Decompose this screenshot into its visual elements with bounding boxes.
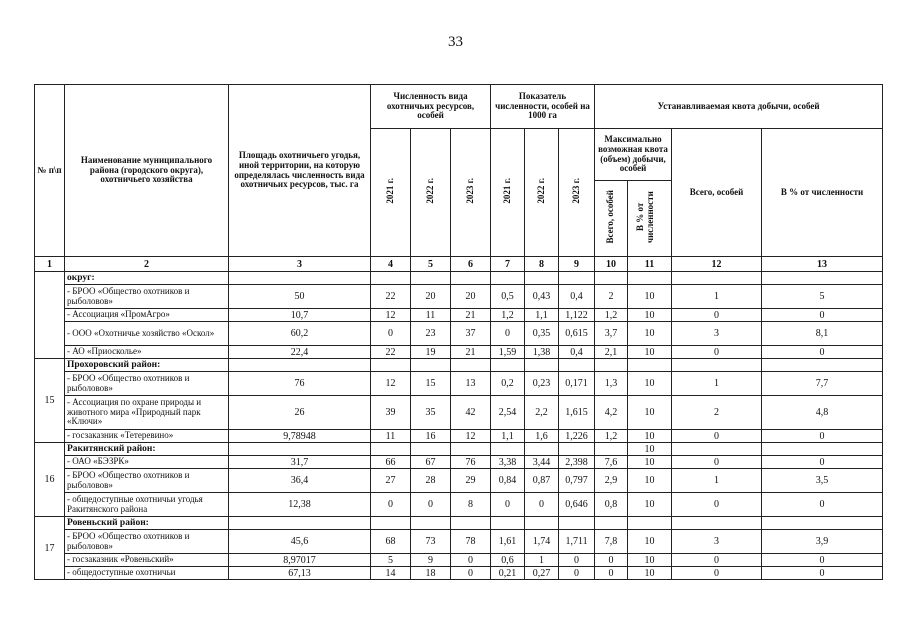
region-row — [35, 517, 883, 530]
table-cell — [371, 359, 411, 372]
farm-name: - госзаказник «Тетеревино» — [65, 430, 229, 443]
farm-name: - Ассоциация по охране природы и животного мира «Природный парк «Ключи» — [65, 396, 229, 430]
table-cell: 0,797 — [559, 469, 595, 493]
table-cell: 66 — [371, 456, 411, 469]
table-cell: 0 — [672, 567, 762, 580]
table-cell: 0,87 — [525, 469, 559, 493]
table-row — [35, 493, 883, 517]
table-cell: 10 — [628, 530, 672, 554]
table-cell — [525, 359, 559, 372]
table-cell: 0 — [762, 567, 883, 580]
farm-name: - БРОО «Общество охотников и рыболовов» — [65, 372, 229, 396]
table-cell: 10 — [628, 396, 672, 430]
table-cell: 10,7 — [229, 309, 371, 322]
table-cell — [559, 359, 595, 372]
table-cell — [411, 272, 451, 285]
table-cell: 9 — [411, 554, 451, 567]
table-cell: 22 — [371, 346, 411, 359]
table-cell — [672, 517, 762, 530]
table-cell: 1,6 — [525, 430, 559, 443]
table-cell: 0 — [762, 554, 883, 567]
table-cell — [411, 517, 451, 530]
column-index-cell: 3 — [229, 257, 371, 272]
table-cell: 1 — [672, 469, 762, 493]
table-cell — [491, 272, 525, 285]
table-cell: 3,44 — [525, 456, 559, 469]
table-cell — [371, 443, 411, 456]
table-cell: 19 — [411, 346, 451, 359]
table-cell: 0,27 — [525, 567, 559, 580]
table-cell: 5 — [762, 285, 883, 309]
table-row — [35, 469, 883, 493]
table-cell — [229, 272, 371, 285]
column-index-cell: 8 — [525, 257, 559, 272]
farm-name: - Ассоциация «ПромАгро» — [65, 309, 229, 322]
table-cell: 0 — [595, 567, 628, 580]
table-cell: 0 — [762, 430, 883, 443]
table-cell — [595, 443, 628, 456]
table-cell: 1,122 — [559, 309, 595, 322]
column-index-cell: 13 — [762, 257, 883, 272]
header-max-total: Всего, особей — [595, 181, 628, 257]
header-pop-2021: 2021 г. — [371, 129, 411, 257]
header-den-2021: 2021 г. — [491, 129, 525, 257]
table-cell: 0 — [451, 567, 491, 580]
column-index-cell: 1 — [35, 257, 65, 272]
header-area: Площадь охотничьего угодья, иной территории, на которую определялась численность вида охотничьих ресурсов, тыс. га — [229, 85, 371, 257]
table-cell: 10 — [628, 430, 672, 443]
table-row — [35, 285, 883, 309]
table-cell: 0 — [491, 493, 525, 517]
table-cell: 1,61 — [491, 530, 525, 554]
table-cell — [371, 517, 411, 530]
table-row — [35, 346, 883, 359]
quota-table — [34, 84, 883, 580]
table-cell: 0 — [762, 493, 883, 517]
table-cell: 1 — [672, 285, 762, 309]
table-cell: 26 — [229, 396, 371, 430]
region-row — [35, 443, 883, 456]
table-cell: 67 — [411, 456, 451, 469]
table-cell — [491, 443, 525, 456]
table-cell — [411, 359, 451, 372]
column-index-cell: 4 — [371, 257, 411, 272]
table-cell: 1,59 — [491, 346, 525, 359]
table-cell: 2,398 — [559, 456, 595, 469]
table-row — [35, 430, 883, 443]
header-pop-2023: 2023 г. — [451, 129, 491, 257]
table-cell: 3,38 — [491, 456, 525, 469]
table-cell: 0,5 — [491, 285, 525, 309]
table-cell: 21 — [451, 346, 491, 359]
table-cell: 1 — [525, 554, 559, 567]
table-cell: 0 — [672, 309, 762, 322]
table-cell: 50 — [229, 285, 371, 309]
table-cell: 10 — [628, 309, 672, 322]
farm-name: - БРОО «Общество охотников и рыболовов» — [65, 530, 229, 554]
header-density: Показатель численности, особей на 1000 га — [491, 85, 595, 129]
header-max-quota: Максимально возможная квота (объем) добычи, особей — [595, 129, 672, 181]
table-cell: 29 — [451, 469, 491, 493]
table-cell — [672, 359, 762, 372]
table-cell: 1,1 — [491, 430, 525, 443]
table-cell: 4,2 — [595, 396, 628, 430]
table-cell: 10 — [628, 469, 672, 493]
table-cell: 3,5 — [762, 469, 883, 493]
table-cell: 0 — [672, 346, 762, 359]
header-pct: В % от численности — [762, 129, 883, 257]
table-cell: 2,9 — [595, 469, 628, 493]
table-row — [35, 372, 883, 396]
table-cell: 21 — [451, 309, 491, 322]
table-cell: 16 — [411, 430, 451, 443]
table-cell — [595, 517, 628, 530]
section-number-cell: 16 — [35, 443, 65, 517]
table-cell: 76 — [229, 372, 371, 396]
table-cell: 0 — [762, 346, 883, 359]
table-cell — [451, 443, 491, 456]
column-index-cell: 5 — [411, 257, 451, 272]
table-row — [35, 456, 883, 469]
farm-name: - АО «Приосколье» — [65, 346, 229, 359]
table-cell: 14 — [371, 567, 411, 580]
table-cell: 42 — [451, 396, 491, 430]
table-cell: 2 — [595, 285, 628, 309]
table-cell: 1,1 — [525, 309, 559, 322]
table-cell — [628, 272, 672, 285]
table-row — [35, 554, 883, 567]
table-cell: 0 — [672, 493, 762, 517]
table-cell: 1 — [672, 372, 762, 396]
table-cell: 0 — [491, 322, 525, 346]
table-row — [35, 567, 883, 580]
table-cell: 28 — [411, 469, 451, 493]
table-cell: 20 — [411, 285, 451, 309]
column-index-cell: 10 — [595, 257, 628, 272]
table-cell — [595, 359, 628, 372]
table-cell: 31,7 — [229, 456, 371, 469]
table-cell: 8 — [451, 493, 491, 517]
region-name: Ровеньский район: — [65, 517, 229, 530]
region-row — [35, 359, 883, 372]
table-cell: 7,8 — [595, 530, 628, 554]
table-cell: 10 — [628, 346, 672, 359]
page-number: 33 — [448, 34, 463, 50]
table-cell: 0,4 — [559, 285, 595, 309]
table-cell: 0 — [672, 554, 762, 567]
table-cell: 0,23 — [525, 372, 559, 396]
farm-name: - госзаказник «Ровеньский» — [65, 554, 229, 567]
table-cell: 0 — [559, 554, 595, 567]
table-cell: 0 — [451, 554, 491, 567]
table-body — [35, 257, 883, 580]
column-index-cell: 12 — [672, 257, 762, 272]
table-cell: 10 — [628, 456, 672, 469]
table-cell: 39 — [371, 396, 411, 430]
table-cell: 3 — [672, 322, 762, 346]
table-cell: 20 — [451, 285, 491, 309]
table-cell — [229, 443, 371, 456]
table-cell: 2 — [672, 396, 762, 430]
table-cell: 12,38 — [229, 493, 371, 517]
header-den-2023: 2023 г. — [559, 129, 595, 257]
header-quota: Устанавливаемая квота добычи, особей — [595, 85, 883, 129]
table-cell: 1,711 — [559, 530, 595, 554]
table-row — [35, 530, 883, 554]
table-cell: 23 — [411, 322, 451, 346]
column-index-cell: 9 — [559, 257, 595, 272]
table-cell: 5 — [371, 554, 411, 567]
table-cell: 2,54 — [491, 396, 525, 430]
table-cell — [559, 517, 595, 530]
table-cell: 0,35 — [525, 322, 559, 346]
table-cell: 22 — [371, 285, 411, 309]
table-cell: 0 — [762, 456, 883, 469]
table-cell: 0,21 — [491, 567, 525, 580]
table-cell: 0 — [672, 456, 762, 469]
header-name: Наименование муниципального района (городского округа), охотничьего хозяйства — [65, 85, 229, 257]
table-cell: 1,2 — [491, 309, 525, 322]
table-cell — [491, 359, 525, 372]
table-cell: 9,78948 — [229, 430, 371, 443]
table-cell — [525, 517, 559, 530]
table-cell: 78 — [451, 530, 491, 554]
header-num: № п\п — [35, 85, 65, 257]
column-index-cell: 2 — [65, 257, 229, 272]
section-number-cell — [35, 272, 65, 359]
table-cell: 3 — [672, 530, 762, 554]
table-cell: 0,43 — [525, 285, 559, 309]
table-cell: 10 — [628, 443, 672, 456]
region-row — [35, 272, 883, 285]
farm-name: - БРОО «Общество охотников и рыболовов» — [65, 469, 229, 493]
table-cell: 0,84 — [491, 469, 525, 493]
table-cell: 0,4 — [559, 346, 595, 359]
table-cell — [451, 359, 491, 372]
table-cell: 1,2 — [595, 430, 628, 443]
table-cell — [229, 359, 371, 372]
region-name: Прохоровский район: — [65, 359, 229, 372]
table-cell: 11 — [411, 309, 451, 322]
table-cell — [762, 272, 883, 285]
section-number-cell: 17 — [35, 517, 65, 580]
table-cell: 73 — [411, 530, 451, 554]
table-cell — [525, 443, 559, 456]
header-pop-2022: 2022 г. — [411, 129, 451, 257]
table-cell: 1,2 — [595, 309, 628, 322]
table-cell: 76 — [451, 456, 491, 469]
table-cell: 12 — [451, 430, 491, 443]
farm-name: - ОАО «БЭЗРК» — [65, 456, 229, 469]
table-cell: 3,9 — [762, 530, 883, 554]
table-cell — [451, 517, 491, 530]
table-cell: 10 — [628, 567, 672, 580]
table-cell: 10 — [628, 285, 672, 309]
table-cell — [628, 359, 672, 372]
table-cell: 12 — [371, 372, 411, 396]
table-cell: 0,8 — [595, 493, 628, 517]
table-cell: 2,1 — [595, 346, 628, 359]
table-cell — [451, 272, 491, 285]
section-number-cell: 15 — [35, 359, 65, 443]
table-cell: 3,7 — [595, 322, 628, 346]
table-cell: 2,2 — [525, 396, 559, 430]
table-cell — [595, 272, 628, 285]
table-cell: 10 — [628, 372, 672, 396]
table-cell: 68 — [371, 530, 411, 554]
table-cell: 37 — [451, 322, 491, 346]
table-cell — [411, 443, 451, 456]
table-cell: 0,6 — [491, 554, 525, 567]
farm-name: - БРОО «Общество охотников и рыболовов» — [65, 285, 229, 309]
header-den-2022: 2022 г. — [525, 129, 559, 257]
table-cell: 35 — [411, 396, 451, 430]
column-index-row — [35, 257, 883, 272]
table-cell: 1,615 — [559, 396, 595, 430]
table-cell: 0 — [672, 430, 762, 443]
table-cell: 0,646 — [559, 493, 595, 517]
table-cell: 1,38 — [525, 346, 559, 359]
table-cell: 1,226 — [559, 430, 595, 443]
table-cell — [559, 443, 595, 456]
table-cell: 0 — [371, 322, 411, 346]
region-name: округ: — [65, 272, 229, 285]
table-cell — [559, 272, 595, 285]
header-population: Численность вида охотничьих ресурсов, особей — [371, 85, 491, 129]
table-cell: 7,7 — [762, 372, 883, 396]
table-cell: 0 — [411, 493, 451, 517]
table-cell — [762, 443, 883, 456]
table-cell — [762, 517, 883, 530]
table-cell: 18 — [411, 567, 451, 580]
table-cell: 0,2 — [491, 372, 525, 396]
table-cell: 67,13 — [229, 567, 371, 580]
column-index-cell: 7 — [491, 257, 525, 272]
region-name: Ракитянский район: — [65, 443, 229, 456]
column-index-cell: 6 — [451, 257, 491, 272]
table-cell: 0,171 — [559, 372, 595, 396]
table-cell — [628, 517, 672, 530]
farm-name: - общедоступные охотничьи угодья Ракитянского района — [65, 493, 229, 517]
table-row — [35, 309, 883, 322]
table-cell — [762, 359, 883, 372]
table-cell: 27 — [371, 469, 411, 493]
farm-name: - ООО «Охотничье хозяйство «Оскол» — [65, 322, 229, 346]
table-cell — [371, 272, 411, 285]
table-cell — [229, 517, 371, 530]
table-cell: 45,6 — [229, 530, 371, 554]
table-cell — [491, 517, 525, 530]
table-cell — [672, 443, 762, 456]
column-index-cell: 11 — [628, 257, 672, 272]
table-cell: 8,1 — [762, 322, 883, 346]
table-cell: 0 — [525, 493, 559, 517]
table-cell: 10 — [628, 554, 672, 567]
table-cell — [525, 272, 559, 285]
table-cell: 1,74 — [525, 530, 559, 554]
table-cell: 7,6 — [595, 456, 628, 469]
table-cell: 15 — [411, 372, 451, 396]
table-cell: 0 — [371, 493, 411, 517]
table-cell: 0,615 — [559, 322, 595, 346]
header-max-pct: В % от численности — [628, 181, 672, 257]
table-cell: 10 — [628, 493, 672, 517]
table-cell: 4,8 — [762, 396, 883, 430]
table-cell: 1,3 — [595, 372, 628, 396]
table-cell: 12 — [371, 309, 411, 322]
table-cell: 60,2 — [229, 322, 371, 346]
table-cell: 0 — [559, 567, 595, 580]
table-row — [35, 396, 883, 430]
table-cell: 13 — [451, 372, 491, 396]
table-cell: 8,97017 — [229, 554, 371, 567]
table-cell: 36,4 — [229, 469, 371, 493]
table-row — [35, 322, 883, 346]
table-cell: 0 — [762, 309, 883, 322]
header-total: Всего, особей — [672, 129, 762, 257]
farm-name: - общедоступные охотничьи — [65, 567, 229, 580]
table-cell: 0 — [595, 554, 628, 567]
table-cell: 10 — [628, 322, 672, 346]
table-cell: 11 — [371, 430, 411, 443]
table-cell: 22,4 — [229, 346, 371, 359]
table-cell — [672, 272, 762, 285]
